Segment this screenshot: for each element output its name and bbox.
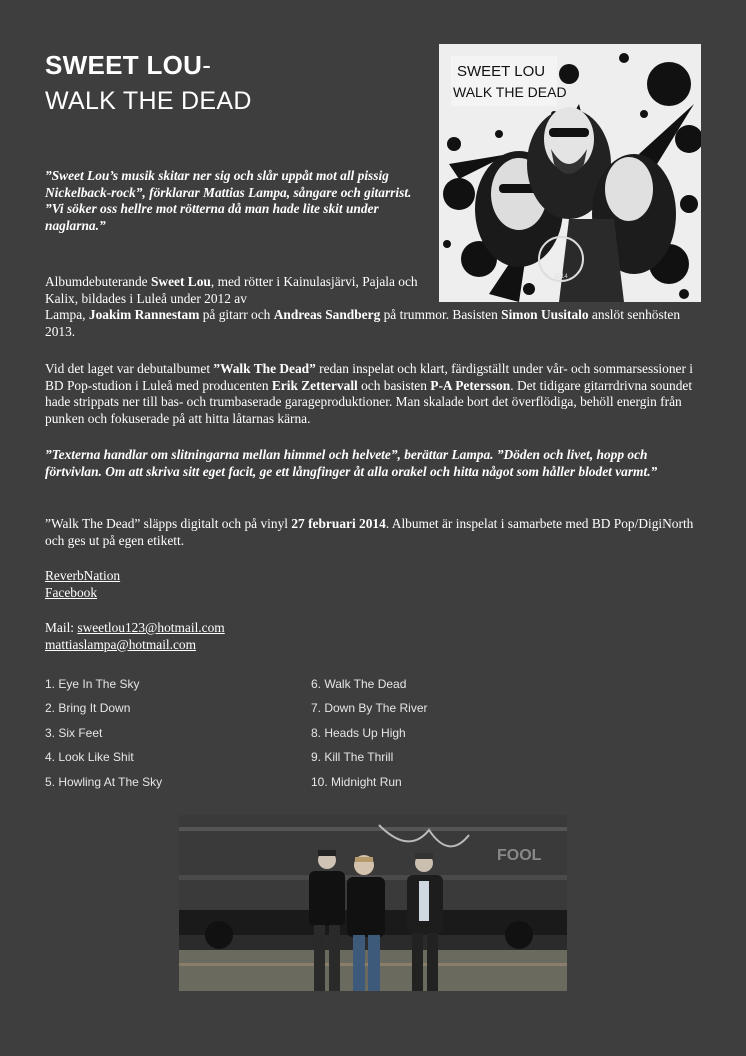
- contact-mail: [45, 620, 225, 653]
- album-cover-image: [439, 44, 701, 302]
- album-name-bold: ”Walk The Dead”: [213, 361, 316, 376]
- intro-quote: ”Sweet Lou’s musik skitar ner sig och slår uppåt mot all pissig Nickelback-rock”, förklarar Mattias Lampa, sångare och gitarrist. ”Vi söker oss hellre mot rötterna då man hade lite skit under naglarna.”: [45, 168, 412, 233]
- lyrics-quote: ”Texterna handlar om slitningarna mellan himmel och helvete”, berättar Lampa. ”Döden och livet, hopp och förtvivlan. Om att skriva sitt eget facit, ge ett långfinger åt alla orakel och hitta något som håller blodet varmt.”: [45, 447, 658, 479]
- graffiti-text: FOOL: [497, 847, 542, 864]
- album-cover-art: [439, 44, 701, 302]
- track-item: 10. Midnight Run: [311, 774, 402, 789]
- track-item: 5. Howling At The Sky: [45, 774, 163, 789]
- cover-band-text: SWEET LOU: [457, 63, 546, 80]
- tracklist-left: [45, 677, 162, 799]
- bassist-name: P-A Petersson: [430, 377, 511, 393]
- band-photo-art: [179, 815, 567, 991]
- track-item: 7. Down By The River: [311, 701, 428, 716]
- member-joakim: Joakim Rannestam: [88, 307, 200, 322]
- social-links: [45, 568, 120, 601]
- cover-seal-text: 2014: [554, 274, 568, 280]
- facebook-link[interactable]: Facebook: [45, 584, 98, 600]
- member-simon: Simon Uusitalo: [501, 307, 589, 322]
- title-dash: -: [202, 50, 211, 80]
- email-link-1[interactable]: sweetlou123@hotmail.com: [77, 620, 225, 635]
- mail-label: Mail:: [45, 620, 78, 635]
- track-item: 4. Look Like Shit: [45, 750, 134, 765]
- album-paragraph: Vid det laget var debutalbumet ”Walk The Dead” redan inspelat och klart, färdigställt under vår- och sommarsessioner i BD Pop-studion i Luleå med producenten Erik Zettervall och basisten P-A Petersson. Det tidigare gitarrdrivna soundet hade strippats ner till bas- och trumbaserade garageproduktioner. Man skalade bort det överflödiga, behöll energin från punken och fokuserade på att hitta låtarnas kärna.: [45, 361, 693, 426]
- album-title: WALK THE DEAD: [45, 87, 252, 115]
- member-andreas: Andreas Sandberg: [273, 307, 381, 322]
- tracklist-right: [311, 677, 428, 799]
- page-title: [45, 50, 252, 116]
- cover-album-text: WALK THE DEAD: [453, 84, 567, 100]
- bio-paragraph-line2: Lampa, Joakim Rannestam på gitarr och Andreas Sandberg på trummor. Basisten Simon Uusitalo anslöt senhösten 2013.: [45, 307, 681, 339]
- band-name: SWEET LOU: [45, 50, 203, 80]
- track-item: 9. Kill The Thrill: [311, 750, 394, 765]
- reverbnation-link[interactable]: ReverbNation: [45, 568, 121, 583]
- band-photo: [179, 815, 567, 991]
- producer-name: Erik Zettervall: [271, 377, 358, 393]
- email-link-2[interactable]: mattiaslampa@hotmail.com: [45, 636, 197, 652]
- track-item: 6. Walk The Dead: [311, 677, 407, 691]
- band-name-bold: Sweet Lou: [150, 274, 211, 289]
- track-item: 1. Eye In The Sky: [45, 677, 140, 691]
- bio-paragraph-line1: Albumdebuterande Sweet Lou, med rötter i Kainulasjärvi, Pajala och Kalix, bildades i Luleå under 2012 av: [45, 274, 418, 306]
- release-date: 27 februari 2014: [291, 516, 386, 531]
- track-item: 2. Bring It Down: [45, 701, 131, 716]
- track-item: 3. Six Feet: [45, 725, 103, 740]
- release-paragraph: ”Walk The Dead” släpps digitalt och på vinyl 27 februari 2014. Albumet är inspelat i samarbete med BD Pop/DigiNorth och ges ut på egen etikett.: [45, 516, 694, 548]
- track-item: 8. Heads Up High: [311, 725, 406, 740]
